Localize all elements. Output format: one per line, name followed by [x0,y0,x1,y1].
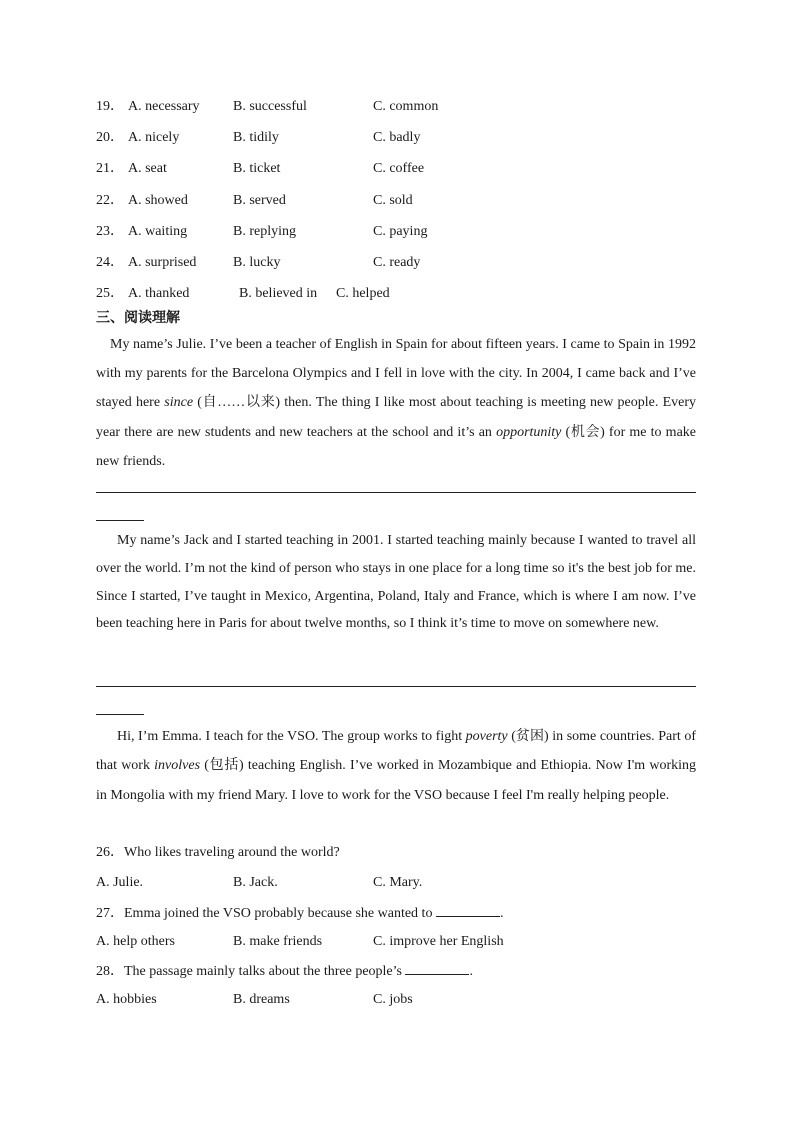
answer-blank [405,960,469,975]
question-stem: 26．Who likes traveling around the world? [96,845,340,860]
option-a: A. thanked [128,286,190,301]
option-c: C. badly [373,130,421,145]
passage-text: (自……以来) then. The thing I like most about teaching is meeting new people. Every year there are new students and new teachers at the school and it’s an [96,395,696,440]
question-27-options [96,932,696,952]
question-number: 23． [96,224,124,239]
question-stem: 27．Emma joined the VSO probably because she wanted to [96,906,436,921]
keyword-involves: involves [154,758,201,774]
answer-line [96,492,696,493]
option-c: C. paying [373,224,428,239]
question-end: . [469,964,473,979]
question-number: 20． [96,130,124,145]
passage-text: (机会) for me to make new friends. [96,424,696,469]
question-end: . [499,906,504,921]
option-a: A. necessary [128,99,200,114]
option-c: C. helped [336,286,390,301]
option-b: B. make friends [233,934,323,949]
question-number: 19． [96,99,124,114]
keyword-poverty: poverty [465,729,508,744]
passage-text: Hi, I’m Emma. I teach for the VSO. The group works to fight [117,729,466,744]
question-26 [96,843,340,863]
section-title: 三、阅读理解 [96,310,180,326]
question-number: 22． [96,193,124,208]
option-c: C. sold [373,193,413,208]
passage-jack [96,527,696,638]
passage-julie [96,330,696,476]
option-a: A. seat [128,161,167,176]
question-number: 25． [96,286,124,301]
question-27 [96,902,503,922]
option-a: A. showed [128,193,188,208]
option-c: C. ready [373,255,421,270]
question-28-options [96,990,696,1010]
keyword-opportunity: opportunity [496,424,562,440]
option-b: B. believed in [239,286,318,301]
option-c: C. coffee [373,161,425,176]
option-c: C. jobs [373,992,413,1007]
option-b: B. successful [233,99,307,114]
question-28 [96,960,473,980]
passage-text: (贫困) in some countries. Part of that work [96,729,696,774]
option-a: A. hobbies [96,992,157,1007]
question-number: 21． [96,161,124,176]
option-a: A. help others [96,934,175,949]
answer-line-end [96,520,144,521]
answer-line [96,686,696,687]
passage-emma [96,722,696,810]
option-b: B. dreams [233,992,290,1007]
option-b: B. lucky [233,255,281,270]
option-c: C. improve her English [373,934,504,949]
option-b: B. tidily [233,130,279,145]
option-a: A. nicely [128,130,180,145]
passage-text: (包括) teaching English. I’ve worked in Mozambique and Ethiopia. Now I'm working in Mongolia with my friend Mary. I love to work for the VSO because I feel I'm really helping people. [96,758,696,803]
option-c: C. Mary. [373,875,423,890]
question-stem: 28．The passage mainly talks about the three people’s [96,964,406,979]
keyword-since: since [164,395,194,411]
answer-line-end [96,714,144,715]
option-c: C. common [373,99,439,114]
option-b: B. served [233,193,286,208]
answer-blank [436,902,500,917]
option-a: A. Julie. [96,875,144,890]
option-b: B. ticket [233,161,281,176]
question-26-options [96,873,696,893]
passage-text: My name’s Jack and I started teaching in 2001. I started teaching mainly because I wanted to travel all over the world. I’m not the kind of person who stays in one place for a long time so it's the best job for me. Since I started, I’ve taught in Mexico, Argentina, Poland, Italy and France, which is where I am now. I’ve been teaching here in Paris for about twelve months, so I think it’s time to move on somewhere new. [96,533,696,632]
passage-text: My name’s Julie. I’ve been a teacher of English in Spain for about fifteen years. I came to Spain in 1992 with my parents for the Barcelona Olympics and I fell in love with the city. In 2004, I came back and I’ve stayed here [96,337,696,411]
option-b: B. Jack. [233,875,278,890]
question-number: 24． [96,255,124,270]
option-a: A. waiting [128,224,188,239]
option-b: B. replying [233,224,296,239]
option-a: A. surprised [128,255,197,270]
